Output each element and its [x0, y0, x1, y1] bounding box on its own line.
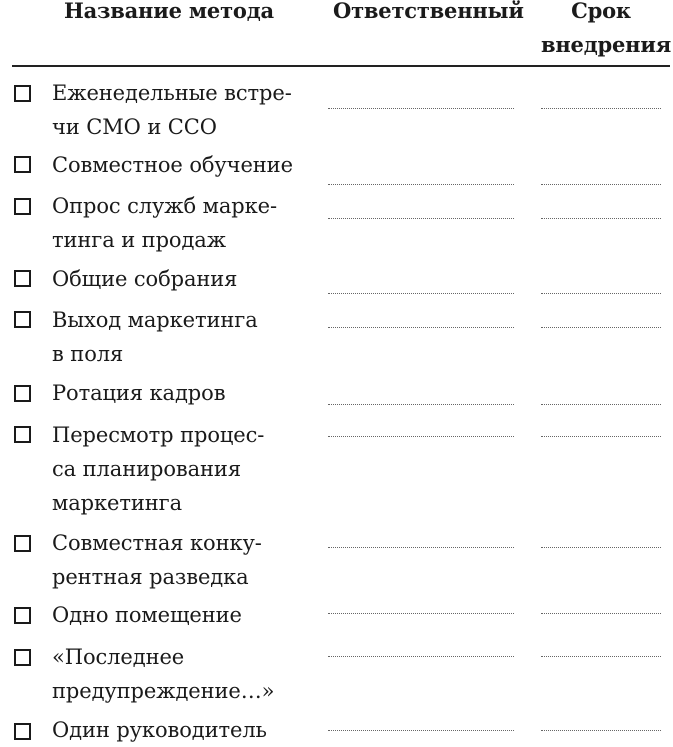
checkbox[interactable]: [14, 649, 31, 666]
deadline-field[interactable]: [541, 547, 661, 548]
responsible-field[interactable]: [328, 327, 514, 328]
deadline-field[interactable]: [541, 184, 661, 185]
responsible-field[interactable]: [328, 108, 514, 109]
deadline-field[interactable]: [541, 613, 661, 614]
checkbox[interactable]: [14, 535, 31, 552]
method-name: Одно помещение: [52, 603, 242, 627]
method-name: Ротация кадров: [52, 381, 226, 405]
deadline-field[interactable]: [541, 404, 661, 405]
method-name: Один руководитель: [52, 718, 267, 742]
responsible-field[interactable]: [328, 404, 514, 405]
method-name: Еженедельные встре- чи СМО и ССО: [52, 81, 292, 139]
checkbox[interactable]: [14, 85, 31, 102]
method-name: Пересмотр процес- са планирования маркетинга: [52, 423, 265, 515]
responsible-field[interactable]: [328, 547, 514, 548]
checkbox[interactable]: [14, 198, 31, 215]
deadline-field[interactable]: [541, 730, 661, 731]
column-header-responsible: Ответственный: [333, 0, 524, 23]
deadline-field[interactable]: [541, 108, 661, 109]
deadline-field[interactable]: [541, 436, 661, 437]
deadline-field[interactable]: [541, 656, 661, 657]
checkbox[interactable]: [14, 385, 31, 402]
responsible-field[interactable]: [328, 293, 514, 294]
method-name: «Последнее предупреждение…»: [52, 645, 275, 703]
method-name: Выход маркетинга в поля: [52, 308, 258, 366]
checkbox[interactable]: [14, 156, 31, 173]
checkbox[interactable]: [14, 607, 31, 624]
responsible-field[interactable]: [328, 613, 514, 614]
responsible-field[interactable]: [328, 656, 514, 657]
checkbox[interactable]: [14, 426, 31, 443]
method-name: Совместная конку- рентная разведка: [52, 531, 262, 589]
responsible-field[interactable]: [328, 184, 514, 185]
responsible-field[interactable]: [328, 218, 514, 219]
checkbox[interactable]: [14, 723, 31, 740]
checkbox[interactable]: [14, 311, 31, 328]
column-header-deadline: Срок внедрения: [541, 0, 672, 57]
method-name: Опрос служб марке- тинга и продаж: [52, 194, 277, 252]
method-name: Общие собрания: [52, 267, 238, 291]
deadline-field[interactable]: [541, 327, 661, 328]
deadline-field[interactable]: [541, 218, 661, 219]
header-divider: [12, 65, 670, 67]
responsible-field[interactable]: [328, 436, 514, 437]
responsible-field[interactable]: [328, 730, 514, 731]
column-header-method: Название метода: [64, 0, 274, 23]
method-name: Совместное обучение: [52, 153, 293, 177]
deadline-field[interactable]: [541, 293, 661, 294]
checkbox[interactable]: [14, 270, 31, 287]
